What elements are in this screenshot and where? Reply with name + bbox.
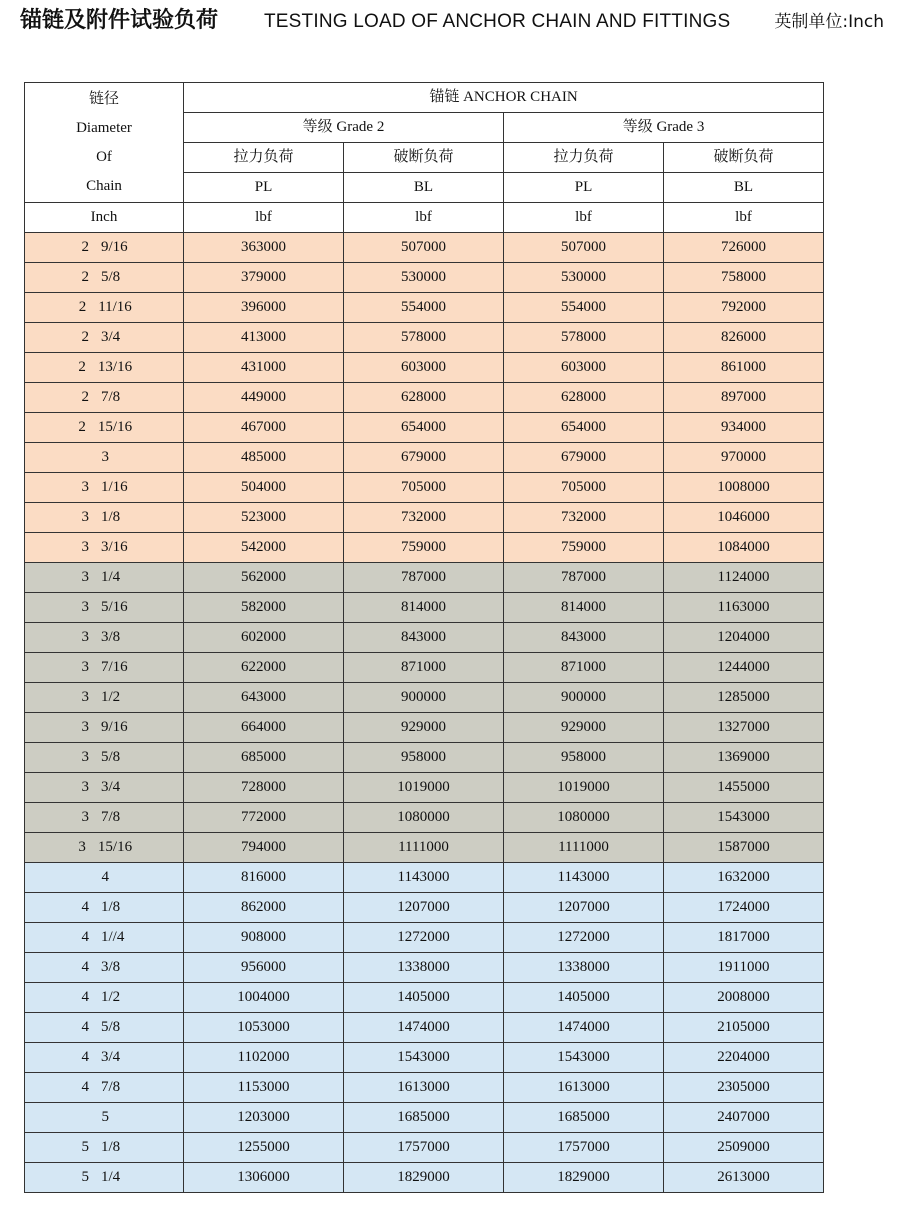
grade-2-pl-value: 622000 <box>184 653 344 683</box>
diameter-cell <box>25 863 184 893</box>
diameter-header-cn: 链径 <box>88 90 119 107</box>
grade-3-pl-cn: 拉力负荷 <box>504 143 664 173</box>
grade-3-bl-value: 1587000 <box>664 833 824 863</box>
grade-3-bl-value: 2105000 <box>664 1013 824 1043</box>
table-row <box>25 593 824 623</box>
grade-3-pl-value: 1207000 <box>504 893 664 923</box>
grade-3-pl-value: 929000 <box>504 713 664 743</box>
grade-2-pl-value: 643000 <box>184 683 344 713</box>
diameter-integer: 3 <box>78 839 86 855</box>
grade-3-bl-value: 970000 <box>664 443 824 473</box>
grade-3-pl-value: 679000 <box>504 443 664 473</box>
diameter-cell <box>25 713 184 743</box>
table-row <box>25 1043 824 1073</box>
grade-2-bl-value: 843000 <box>344 623 504 653</box>
diameter-cell <box>25 1073 184 1103</box>
diameter-fraction: 5/8 <box>101 269 121 285</box>
grade-2-pl-value: 467000 <box>184 413 344 443</box>
grade-2-pl-value: 1306000 <box>184 1163 344 1193</box>
diameter-cell <box>25 923 184 953</box>
table-row <box>25 953 824 983</box>
grade-3-pl-value: 1272000 <box>504 923 664 953</box>
grade-3-bl-value: 2305000 <box>664 1073 824 1103</box>
table-row <box>25 1133 824 1163</box>
diameter-integer: 4 <box>81 1079 89 1095</box>
grade-2-bl-value: 759000 <box>344 533 504 563</box>
grade-3-bl-value: 2613000 <box>664 1163 824 1193</box>
grade-2-pl-value: 431000 <box>184 353 344 383</box>
grade-3-pl-en: PL <box>504 173 664 203</box>
diameter-integer: 3 <box>81 599 89 615</box>
diameter-cell <box>25 503 184 533</box>
grade-2-pl-value: 772000 <box>184 803 344 833</box>
grade-2-bl-value: 1019000 <box>344 773 504 803</box>
grade-3-pl-value: 578000 <box>504 323 664 353</box>
grade-2-pl-value: 449000 <box>184 383 344 413</box>
grade-3-bl-value: 1817000 <box>664 923 824 953</box>
grade-3-pl-value: 1405000 <box>504 983 664 1013</box>
diameter-integer: 3 <box>81 569 89 585</box>
grade-2-bl-value: 1543000 <box>344 1043 504 1073</box>
grade-2-pl-value: 908000 <box>184 923 344 953</box>
grade-2-bl-value: 929000 <box>344 713 504 743</box>
diameter-fraction: 5/8 <box>101 1019 121 1035</box>
grade-2-pl-value: 794000 <box>184 833 344 863</box>
grade-2-bl-value: 603000 <box>344 353 504 383</box>
table-row <box>25 623 824 653</box>
grade-3-bl-value: 1204000 <box>664 623 824 653</box>
grade-2-bl-value: 900000 <box>344 683 504 713</box>
grade-2-pl-value: 602000 <box>184 623 344 653</box>
grade-2-bl-value: 1829000 <box>344 1163 504 1193</box>
diameter-cell <box>25 233 184 263</box>
grade-2-pl-value: 396000 <box>184 293 344 323</box>
diameter-cell <box>25 803 184 833</box>
grade-3-bl-value: 726000 <box>664 233 824 263</box>
grade-3-bl-value: 1911000 <box>664 953 824 983</box>
grade-2-pl-value: 862000 <box>184 893 344 923</box>
grade-2-pl-value: 485000 <box>184 443 344 473</box>
grade-3-pl-value: 507000 <box>504 233 664 263</box>
grade-3-pl-value: 1080000 <box>504 803 664 833</box>
diameter-fraction: 15/16 <box>97 419 133 435</box>
grade-3-pl-value: 705000 <box>504 473 664 503</box>
grade-2-bl-unit: lbf <box>344 203 504 233</box>
diameter-integer: 3 <box>81 509 89 525</box>
table-row <box>25 1103 824 1133</box>
diameter-cell <box>25 353 184 383</box>
grade-3-bl-value: 897000 <box>664 383 824 413</box>
diameter-header-en-3: Chain <box>86 177 122 194</box>
diameter-header <box>25 83 184 203</box>
table-row <box>25 383 824 413</box>
grade-3-bl-value: 1327000 <box>664 713 824 743</box>
grade-2-pl-value: 1203000 <box>184 1103 344 1133</box>
grade-2-bl-value: 628000 <box>344 383 504 413</box>
table-row <box>25 983 824 1013</box>
grade-3-bl-unit: lbf <box>664 203 824 233</box>
diameter-cell <box>25 1163 184 1193</box>
diameter-integer: 3 <box>81 479 89 495</box>
diameter-fraction: 3/8 <box>101 959 121 975</box>
grade-3-bl-en: BL <box>664 173 824 203</box>
grade-2-bl-value: 1338000 <box>344 953 504 983</box>
grade-3-bl-value: 758000 <box>664 263 824 293</box>
grade-2-pl-value: 728000 <box>184 773 344 803</box>
diameter-fraction: 9/16 <box>101 719 128 735</box>
diameter-integer: 2 <box>81 389 89 405</box>
diameter-integer: 3 <box>81 749 89 765</box>
diameter-unit: Inch <box>25 203 184 233</box>
table-row <box>25 1073 824 1103</box>
grade-3-pl-value: 814000 <box>504 593 664 623</box>
table-row <box>25 1163 824 1193</box>
grade-3-bl-value: 1163000 <box>664 593 824 623</box>
table-row <box>25 233 824 263</box>
diameter-cell <box>25 1043 184 1073</box>
diameter-cell <box>25 413 184 443</box>
grade-2-pl-value: 685000 <box>184 743 344 773</box>
diameter-cell <box>25 293 184 323</box>
grade-3-pl-value: 1019000 <box>504 773 664 803</box>
grade-2-pl-value: 542000 <box>184 533 344 563</box>
grade-2-bl-value: 1272000 <box>344 923 504 953</box>
grade-2-pl-value: 1255000 <box>184 1133 344 1163</box>
diameter-fraction: 1/2 <box>101 689 121 705</box>
diameter-fraction: 15/16 <box>97 839 133 855</box>
grade-3-pl-value: 530000 <box>504 263 664 293</box>
diameter-fraction: 3/4 <box>101 1049 121 1065</box>
grade-3-bl-value: 826000 <box>664 323 824 353</box>
diameter-integer: 3 <box>81 719 89 735</box>
table-row <box>25 893 824 923</box>
table-row <box>25 263 824 293</box>
diameter-cell <box>25 893 184 923</box>
diameter-fraction: 1/8 <box>101 1139 121 1155</box>
grade-3-pl-value: 1613000 <box>504 1073 664 1103</box>
grade-2-pl-value: 504000 <box>184 473 344 503</box>
diameter-fraction: 3/4 <box>101 329 121 345</box>
table-row <box>25 683 824 713</box>
table-row <box>25 833 824 863</box>
diameter-integer: 3 <box>81 539 89 555</box>
grade-3-pl-value: 1757000 <box>504 1133 664 1163</box>
grade-3-bl-value: 1084000 <box>664 533 824 563</box>
grade-3-pl-value: 628000 <box>504 383 664 413</box>
diameter-fraction: 7/8 <box>101 1079 121 1095</box>
grade-2-bl-value: 958000 <box>344 743 504 773</box>
grade-2-bl-value: 1685000 <box>344 1103 504 1133</box>
grade-2-bl-value: 871000 <box>344 653 504 683</box>
diameter-fraction: 1/2 <box>101 989 121 1005</box>
diameter-fraction: 11/16 <box>98 299 132 315</box>
diameter-fraction: 1//4 <box>101 929 125 945</box>
grade-2-pl-value: 1053000 <box>184 1013 344 1043</box>
table-row <box>25 563 824 593</box>
unit-label: 英制单位:Inch <box>774 12 884 32</box>
table-row <box>25 803 824 833</box>
grade-2-bl-value: 1111000 <box>344 833 504 863</box>
grade-2-pl-value: 363000 <box>184 233 344 263</box>
diameter-cell <box>25 623 184 653</box>
diameter-integer: 4 <box>81 1049 89 1065</box>
diameter-fraction: 1/16 <box>101 479 128 495</box>
grade-3-bl-value: 1632000 <box>664 863 824 893</box>
grade-3-pl-value: 1685000 <box>504 1103 664 1133</box>
table-row <box>25 1013 824 1043</box>
diameter-cell <box>25 383 184 413</box>
page-title-cn: 锚链及附件试验负荷 <box>20 8 219 33</box>
grade-3-bl-value: 2509000 <box>664 1133 824 1163</box>
grade-3-bl-cn: 破断负荷 <box>664 143 824 173</box>
table-row <box>25 713 824 743</box>
diameter-fraction: 3/16 <box>101 539 128 555</box>
grade-2-bl-value: 554000 <box>344 293 504 323</box>
grade-3-pl-value: 759000 <box>504 533 664 563</box>
diameter-fraction: 3/4 <box>101 779 121 795</box>
grade-2-bl-value: 814000 <box>344 593 504 623</box>
grade-2-pl-en: PL <box>184 173 344 203</box>
table-row <box>25 773 824 803</box>
grade-2-pl-value: 413000 <box>184 323 344 353</box>
table-row <box>25 743 824 773</box>
table-row <box>25 923 824 953</box>
diameter-cell <box>25 593 184 623</box>
grade-3-pl-value: 1111000 <box>504 833 664 863</box>
table-row <box>25 653 824 683</box>
grade-3-pl-value: 654000 <box>504 413 664 443</box>
grade-3-bl-value: 1724000 <box>664 893 824 923</box>
diameter-integer: 2 <box>78 419 86 435</box>
grade-2-bl-value: 1207000 <box>344 893 504 923</box>
diameter-cell <box>25 743 184 773</box>
grade-3-pl-unit: lbf <box>504 203 664 233</box>
diameter-fraction: 7/8 <box>101 389 121 405</box>
diameter-cell <box>25 983 184 1013</box>
grade-3-pl-value: 871000 <box>504 653 664 683</box>
grade-3-pl-value: 787000 <box>504 563 664 593</box>
diameter-integer: 3 <box>81 659 89 675</box>
grade-3-pl-value: 958000 <box>504 743 664 773</box>
diameter-cell <box>25 833 184 863</box>
table-row <box>25 533 824 563</box>
diameter-integer: 3 <box>81 809 89 825</box>
diameter-fraction: 5/8 <box>101 749 121 765</box>
diameter-integer: 3 <box>81 779 89 795</box>
grade-2-bl-value: 1405000 <box>344 983 504 1013</box>
grade-3-bl-value: 1543000 <box>664 803 824 833</box>
diameter-integer: 4 <box>81 899 89 915</box>
grade-2-bl-value: 530000 <box>344 263 504 293</box>
diameter-cell <box>25 653 184 683</box>
grade-3-bl-value: 1369000 <box>664 743 824 773</box>
grade-2-bl-value: 1474000 <box>344 1013 504 1043</box>
grade-2-pl-value: 582000 <box>184 593 344 623</box>
diameter-integer: 4 <box>81 959 89 975</box>
grade-2-bl-value: 507000 <box>344 233 504 263</box>
diameter-integer: 2 <box>81 269 89 285</box>
grade-2-pl-value: 562000 <box>184 563 344 593</box>
diameter-fraction: 1/4 <box>101 1169 121 1185</box>
grade-2-bl-value: 1143000 <box>344 863 504 893</box>
diameter-fraction: 1/8 <box>101 899 121 915</box>
title-bar <box>20 6 884 40</box>
grade-2-header: 等级 Grade 2 <box>184 113 504 143</box>
grade-2-pl-cn: 拉力负荷 <box>184 143 344 173</box>
diameter-cell <box>25 953 184 983</box>
grade-3-bl-value: 934000 <box>664 413 824 443</box>
diameter-fraction: 1/4 <box>101 569 121 585</box>
grade-3-bl-value: 2407000 <box>664 1103 824 1133</box>
diameter-cell <box>25 1013 184 1043</box>
diameter-integer: 2 <box>81 239 89 255</box>
diameter-integer: 3 <box>81 629 89 645</box>
diameter-integer: 2 <box>81 329 89 345</box>
grade-2-pl-value: 664000 <box>184 713 344 743</box>
grade-3-header: 等级 Grade 3 <box>504 113 824 143</box>
grade-2-pl-value: 379000 <box>184 263 344 293</box>
diameter-cell <box>25 443 184 473</box>
table-row <box>25 413 824 443</box>
diameter-integer: 5 <box>81 1139 89 1155</box>
diameter-cell <box>25 323 184 353</box>
diameter-integer: 4 <box>101 869 109 885</box>
grade-3-bl-value: 1455000 <box>664 773 824 803</box>
diameter-integer: 5 <box>81 1169 89 1185</box>
grade-3-pl-value: 732000 <box>504 503 664 533</box>
grade-3-pl-value: 900000 <box>504 683 664 713</box>
grade-3-bl-value: 861000 <box>664 353 824 383</box>
table-row <box>25 503 824 533</box>
diameter-integer: 4 <box>81 1019 89 1035</box>
grade-2-pl-value: 1102000 <box>184 1043 344 1073</box>
diameter-fraction: 9/16 <box>101 239 128 255</box>
grade-2-bl-value: 787000 <box>344 563 504 593</box>
diameter-cell <box>25 683 184 713</box>
grade-3-bl-value: 2204000 <box>664 1043 824 1073</box>
diameter-integer: 2 <box>78 299 87 315</box>
grade-2-bl-en: BL <box>344 173 504 203</box>
testing-load-table <box>24 82 824 1193</box>
grade-3-bl-value: 1244000 <box>664 653 824 683</box>
diameter-integer: 5 <box>101 1109 109 1125</box>
table-row <box>25 293 824 323</box>
diameter-fraction: 13/16 <box>97 359 133 375</box>
diameter-header-en-1: Diameter <box>76 119 132 136</box>
diameter-fraction: 7/8 <box>101 809 121 825</box>
table-row <box>25 863 824 893</box>
grade-2-pl-value: 816000 <box>184 863 344 893</box>
grade-2-bl-value: 1757000 <box>344 1133 504 1163</box>
diameter-cell <box>25 533 184 563</box>
grade-3-bl-value: 1008000 <box>664 473 824 503</box>
grade-2-bl-value: 732000 <box>344 503 504 533</box>
grade-2-pl-unit: lbf <box>184 203 344 233</box>
diameter-fraction: 5/16 <box>101 599 128 615</box>
grade-3-bl-value: 1046000 <box>664 503 824 533</box>
diameter-cell <box>25 1103 184 1133</box>
grade-3-bl-value: 1285000 <box>664 683 824 713</box>
diameter-cell <box>25 563 184 593</box>
anchor-chain-header: 锚链 ANCHOR CHAIN <box>184 83 824 113</box>
grade-2-bl-value: 705000 <box>344 473 504 503</box>
page-title-en: TESTING LOAD OF ANCHOR CHAIN AND FITTINGS <box>264 11 731 32</box>
diameter-fraction: 7/16 <box>101 659 128 675</box>
diameter-fraction: 1/8 <box>101 509 121 525</box>
diameter-integer: 4 <box>81 989 89 1005</box>
table-row <box>25 353 824 383</box>
grade-3-pl-value: 1143000 <box>504 863 664 893</box>
diameter-integer: 2 <box>78 359 86 375</box>
grade-2-bl-value: 679000 <box>344 443 504 473</box>
grade-2-bl-value: 1080000 <box>344 803 504 833</box>
grade-3-pl-value: 554000 <box>504 293 664 323</box>
grade-3-pl-value: 1338000 <box>504 953 664 983</box>
diameter-cell <box>25 773 184 803</box>
diameter-cell <box>25 473 184 503</box>
grade-3-bl-value: 792000 <box>664 293 824 323</box>
grade-2-bl-value: 1613000 <box>344 1073 504 1103</box>
grade-2-pl-value: 956000 <box>184 953 344 983</box>
diameter-integer: 3 <box>81 689 89 705</box>
grade-3-pl-value: 1474000 <box>504 1013 664 1043</box>
grade-3-pl-value: 843000 <box>504 623 664 653</box>
grade-3-pl-value: 1829000 <box>504 1163 664 1193</box>
diameter-fraction: 3/8 <box>101 629 121 645</box>
grade-2-bl-cn: 破断负荷 <box>344 143 504 173</box>
diameter-integer: 4 <box>81 929 89 945</box>
grade-2-pl-value: 1153000 <box>184 1073 344 1103</box>
diameter-integer: 3 <box>101 449 109 465</box>
diameter-cell <box>25 263 184 293</box>
diameter-header-en-2: Of <box>96 148 112 165</box>
table-row <box>25 443 824 473</box>
grade-2-pl-value: 1004000 <box>184 983 344 1013</box>
grade-3-pl-value: 1543000 <box>504 1043 664 1073</box>
table-row <box>25 473 824 503</box>
diameter-cell <box>25 1133 184 1163</box>
grade-2-bl-value: 654000 <box>344 413 504 443</box>
grade-3-bl-value: 1124000 <box>664 563 824 593</box>
table-row <box>25 323 824 353</box>
grade-2-pl-value: 523000 <box>184 503 344 533</box>
grade-2-bl-value: 578000 <box>344 323 504 353</box>
grade-3-bl-value: 2008000 <box>664 983 824 1013</box>
grade-3-pl-value: 603000 <box>504 353 664 383</box>
